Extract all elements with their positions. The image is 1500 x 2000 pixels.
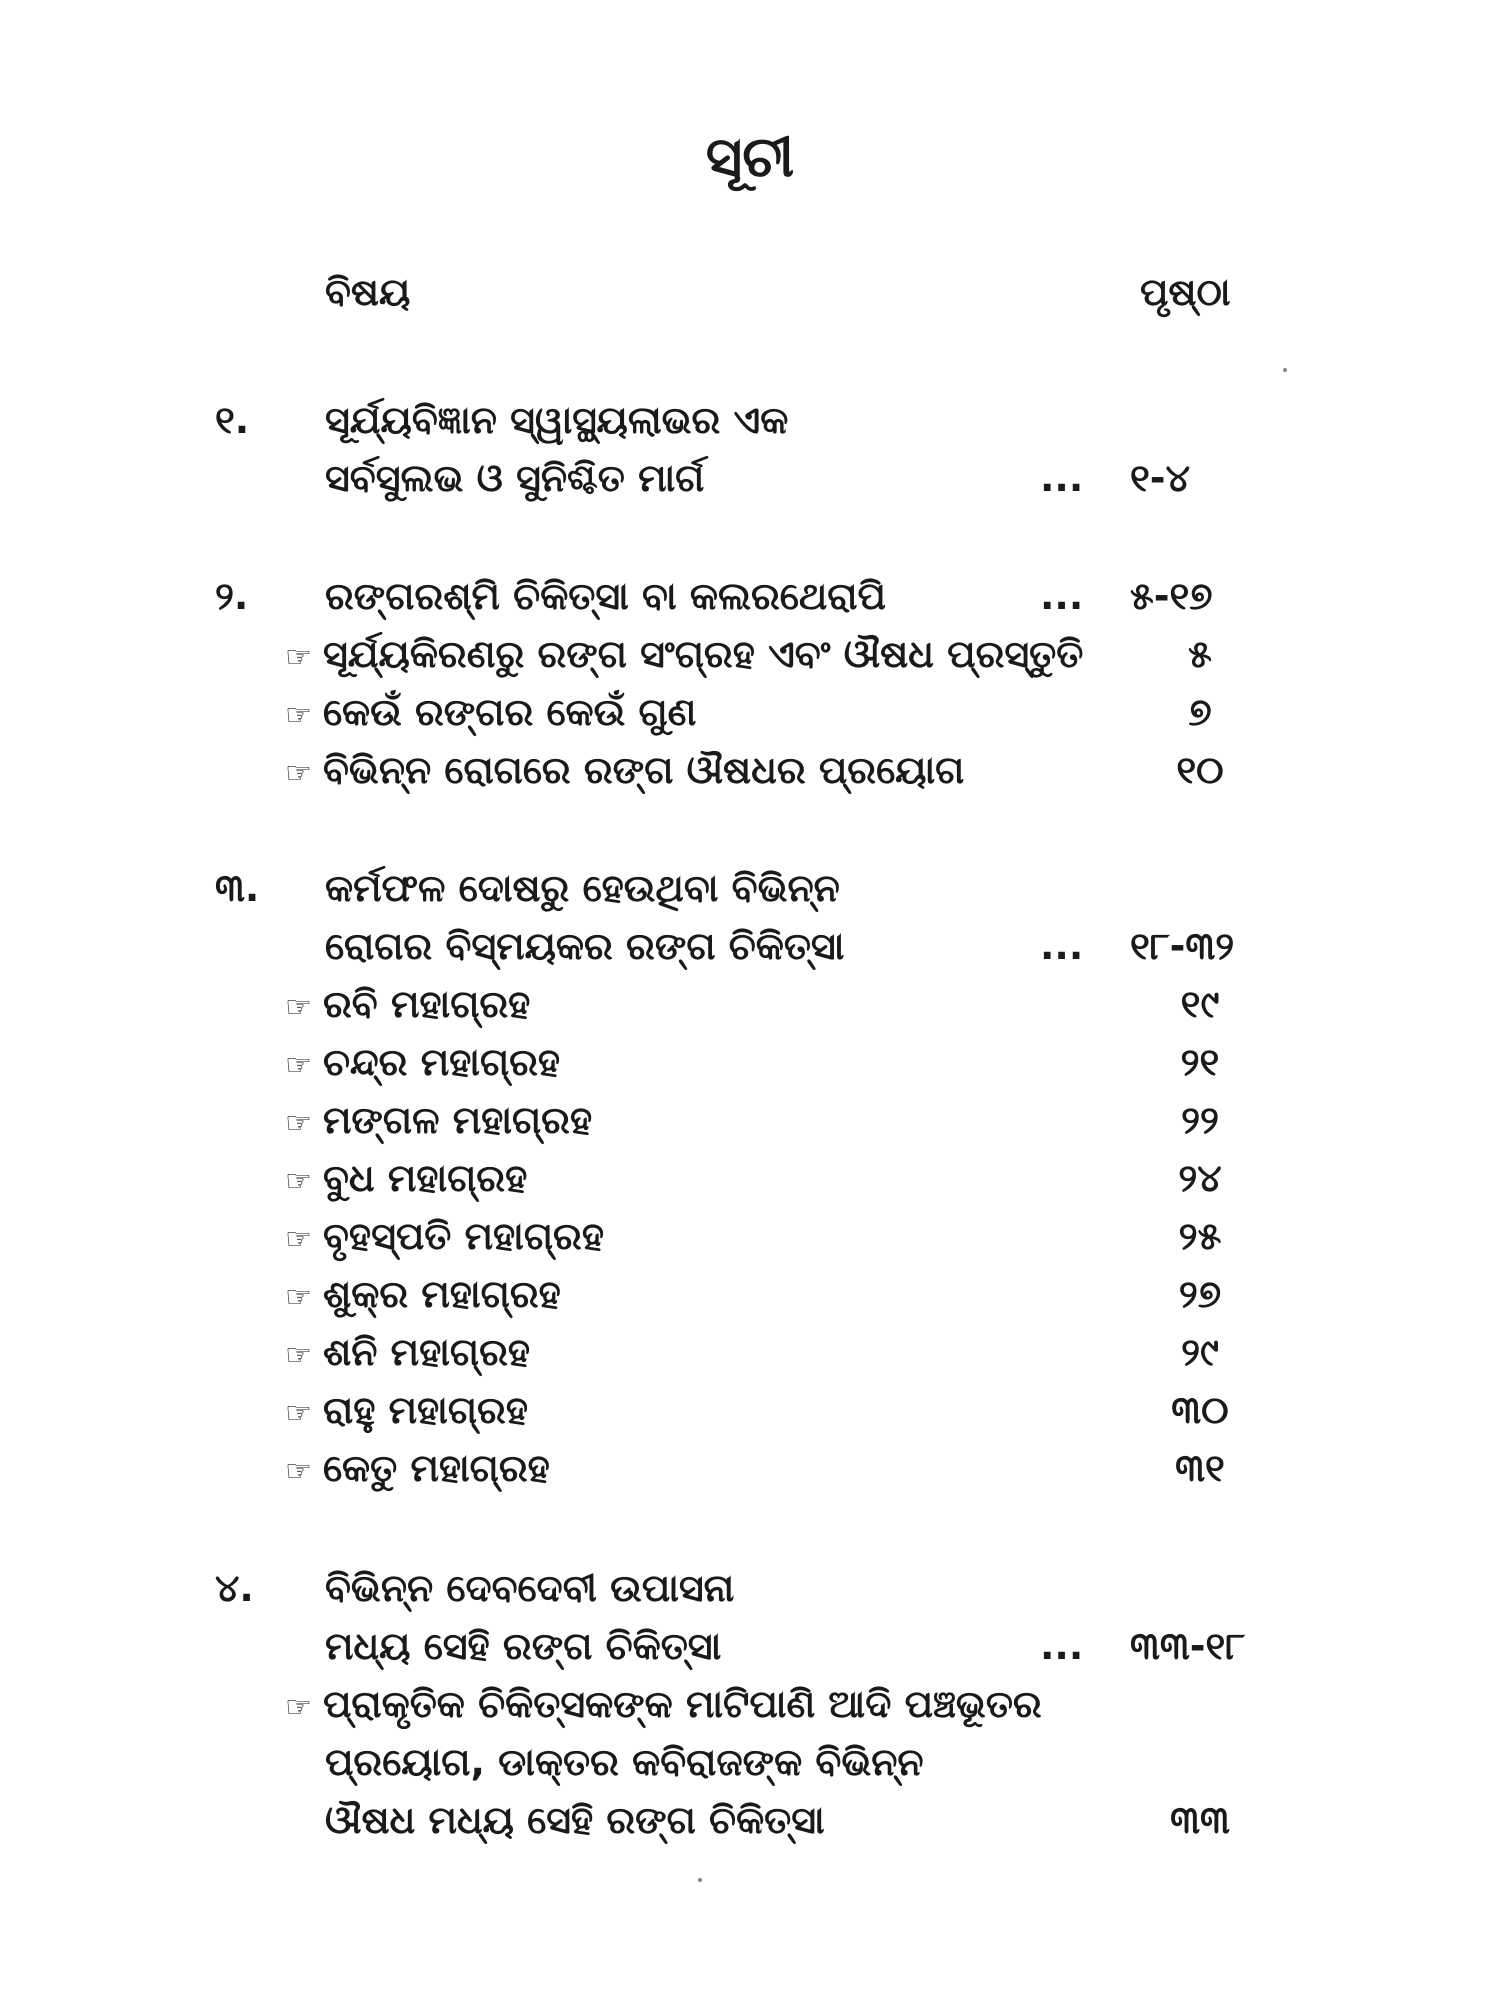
paper-speck [1283,368,1287,372]
list-item: ☞ ବିଭିନ୍ନ ରୋଗରେ ରଙ୍ଗ ଔଷଧର ପ୍ରୟୋଗ [285,742,964,798]
list-item-line-3: ଔଷଧ ମଧ୍ୟ ସେହି ରଙ୍ଗ ଚିକିତ୍ସା [325,1798,825,1842]
list-item-page: ୩୩ [1170,1798,1230,1842]
list-item-page: ୨୫ [1178,1214,1222,1258]
section-3-page: ୧୮-୩୨ [1130,924,1235,968]
list-item-page: ୨୨ [1181,1098,1219,1142]
section-1-page: ୧-୪ [1130,456,1190,500]
list-item-page: ୩୦ [1171,1388,1229,1432]
section-3-title-line-1: କର୍ମଫଳ ଦୋଷରୁ ହେଉଥିବା ବିଭିନ୍ନ [325,866,840,910]
section-2-number: ୨. [215,574,249,618]
list-item: ☞ ସୂର୍ଯ୍ୟକିରଣରୁ ରଙ୍ଗ ସଂଗ୍ରହ ଏବଂ ଔଷଧ ପ୍ରସ୍ତୁତି [285,626,1083,682]
pointing-hand-icon: ☞ [285,698,312,733]
pointing-hand-icon: ☞ [285,1164,312,1199]
list-item: ☞ ଚନ୍ଦ୍ର ମହାଗ୍ରହ [285,1034,560,1090]
section-1-number: ୧. [215,398,250,442]
list-item-page: ୨୪ [1178,1156,1222,1200]
pointing-hand-icon: ☞ [285,1280,312,1315]
section-1-title-line-2: ସର୍ବସୁଲଭ ଓ ସୁନିଶ୍ଚିତ ମାର୍ଗ [325,456,705,500]
pointing-hand-icon: ☞ [285,1106,312,1141]
pointing-hand-icon: ☞ [285,1396,312,1431]
section-1-title-line-1: ସୂର୍ଯ୍ୟବିଜ୍ଞାନ ସ୍ୱାସ୍ଥ୍ୟଲାଭର ଏକ [325,398,789,442]
list-item: ☞ ଶନି ମହାଗ୍ରହ [285,1324,530,1380]
list-item: ☞ କେତୁ ମହାଗ୍ରହ [285,1440,550,1496]
pointing-hand-icon: ☞ [285,640,312,675]
header-page: ପୃଷ୍ଠା [1140,270,1231,314]
list-item: ☞ ବୁଧ ମହାଗ୍ରହ [285,1150,527,1206]
list-item-page: ୨୧ [1180,1040,1220,1084]
list-item: ☞ ବୃହସ୍ପତି ମହାଗ୍ରହ [285,1208,604,1264]
pointing-hand-icon: ☞ [285,756,312,791]
list-item-page: ୧୦ [1176,748,1224,792]
leader-dots: ... [1040,924,1084,968]
list-item: ☞ ଶୁକ୍ର ମହାଗ୍ରହ [285,1266,561,1322]
section-3-number: ୩. [215,866,260,910]
section-3-title-line-2: ରୋଗର ବିସ୍ମୟକର ରଙ୍ଗ ଚିକିତ୍ସା [325,924,845,968]
section-2-page: ୫-୧୭ [1130,574,1213,618]
list-item-page: ୧୯ [1180,982,1220,1026]
section-4-title-line-1: ବିଭିନ୍ନ ଦେବଦେବୀ ଉପାସନା [325,1566,735,1610]
leader-dots: ... [1040,1624,1084,1668]
list-item-page: ୩୧ [1175,1446,1225,1490]
paper-speck [698,1878,702,1882]
header-topic: ବିଷୟ [325,270,411,314]
list-item: ☞ ମଙ୍ଗଳ ମହାଗ୍ରହ [285,1092,592,1148]
pointing-hand-icon: ☞ [285,1222,312,1257]
pointing-hand-icon: ☞ [285,1454,312,1489]
list-item: ☞ ରାହୁ ମହାଗ୍ରହ [285,1382,528,1438]
list-item-line-2: ପ୍ରୟୋଗ, ଡାକ୍ତର କବିରାଜଙ୍କ ବିଭିନ୍ନ [325,1740,924,1784]
section-4-title-line-2: ମଧ୍ୟ ସେହି ରଙ୍ଗ ଚିକିତ୍ସା [325,1624,722,1668]
list-item-page: ୭ [1188,690,1212,734]
list-item: ☞ କେଉଁ ରଙ୍ଗର କେଉଁ ଗୁଣ [285,684,696,740]
section-2-title: ରଙ୍ଗରଶ୍ମି ଚିକିତ୍ସା ବା କଲରଥେରାପି [325,574,886,618]
list-item-line-1: ☞ ପ୍ରାକୃତିକ ଚିକିତ୍ସକଙ୍କ ମାଟିପାଣି ଆଦି ପଞ୍ଚଭୂତର [285,1676,1042,1732]
pointing-hand-icon: ☞ [285,1048,312,1083]
pointing-hand-icon: ☞ [285,1338,312,1373]
leader-dots: ... [1040,456,1084,500]
list-item-page: ୫ [1188,632,1212,676]
pointing-hand-icon: ☞ [285,1690,312,1725]
list-item-page: ୨୭ [1178,1272,1222,1316]
section-4-number: ୪. [215,1566,254,1610]
section-4-page: ୩୩-୧୮ [1130,1624,1246,1668]
list-item-page: ୨୯ [1181,1330,1219,1374]
pointing-hand-icon: ☞ [285,990,312,1025]
list-item: ☞ ରବି ମହାଗ୍ରହ [285,976,530,1032]
leader-dots: ... [1040,574,1084,618]
page-title: ସୂଚୀ [705,125,795,190]
